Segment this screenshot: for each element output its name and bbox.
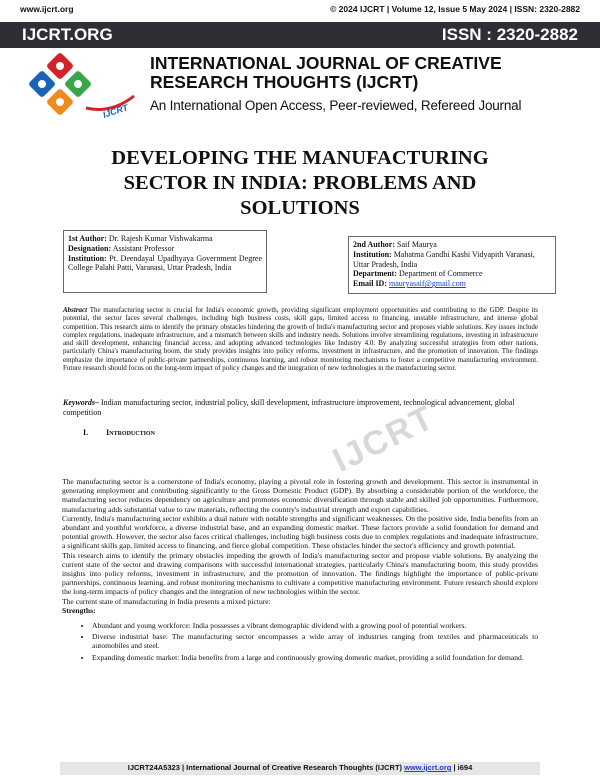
keywords — [63, 398, 538, 418]
designation-label: Designation: — [68, 243, 112, 253]
author1-institution: Pt. Deendayal Upadhyaya Government Degree College Palahi Patti, Varanasi, Uttar Pradesh, India — [68, 253, 263, 273]
author1-designation: Assistant Professor — [112, 243, 175, 253]
paper-title-line: DEVELOPING THE MANUFACTURING — [111, 147, 489, 169]
author2-department: Department of Commerce — [398, 269, 483, 279]
list-item: • Expanding domestic market: India benefits from a large and continuously growing domestic market, providing a solid foundation for demand. — [92, 653, 538, 662]
abstract-text: The manufacturing sector is crucial for India's economic growth, providing significant employment opportunities and contributing to the GDP. Despite its potential, the sector faces several challenges, including high business costs, skill gaps, limited access to financing, unstable infrastructure, and intense global competition. This research aims to identify the primary obstacles hindering the growth of India's manufacturing sector and proposes viable solutions. Key issues include complex regulations, inadequate infrastructure, and a mismatch between skills and industry needs. Solutions involve streamlining regulations, investing in infrastructure and skill development, enhancing financial access, and adopting advanced technologies like Industry 4.0. By analyzing successful strategies from other nations, particularly China's manufacturing boom, the study provides insights into policy reforms, investment in infrastructure, and the promotion of innovation. The findings emphasize the importance of public-private partnerships, continuous learning, and robust monitoring mechanisms to foster a competitive manufacturing environment. Future research should focus on the long-term impact of policy changes and the integration of new technologies in the manufacturing sector. — [63, 306, 539, 373]
email-label: Email ID: — [353, 279, 387, 289]
author2-label: 2nd Author: — [353, 240, 396, 249]
banner-site: IJCRT.ORG — [22, 25, 113, 44]
section-title: Introduction — [106, 428, 155, 437]
paper-title-line: SECTOR IN INDIA: PROBLEMS AND — [123, 172, 477, 194]
page-footer — [0, 760, 600, 776]
institution-label: Institution: — [68, 253, 107, 263]
running-header — [20, 4, 580, 18]
footer-text: IJCRT24A5323 | International Journal of Creative Research Thoughts (IJCRT) www.ijcrt.org | i694 — [127, 763, 473, 772]
section-heading — [83, 428, 155, 437]
author2-box — [348, 236, 556, 294]
site-url[interactable]: www.ijcrt.org — [20, 4, 74, 14]
watermark: IJCRT — [326, 398, 441, 480]
strengths-list — [62, 621, 538, 662]
abstract-label: Abstract — [63, 306, 88, 314]
journal-title — [150, 54, 590, 92]
banner-issn: ISSN : 2320-2882 — [441, 25, 578, 44]
footer-url-link[interactable]: www.ijcrt.org — [404, 763, 452, 772]
author2-institution: Mahatma Gandhi Kashi Vidyapith Varanasi, Uttar Pradesh, India — [353, 249, 535, 269]
strengths-label: Strengths: — [62, 605, 96, 615]
author2-name: Saif Maurya — [397, 240, 437, 249]
author1-name: Dr. Rajesh Kumar Vishwakarma — [108, 234, 213, 243]
author1-label: 1st Author: — [68, 234, 107, 243]
paper-title — [60, 146, 540, 221]
body-text — [62, 477, 538, 664]
journal-subtitle: An International Open Access, Peer-reviewed, Refereed Journal — [150, 98, 522, 113]
footer-journal: International Journal of Creative Research Thoughts (IJCRT) — [186, 763, 403, 772]
citation-info: © 2024 IJCRT | Volume 12, Issue 5 May 2024 | ISSN: 2320-2882 — [330, 4, 580, 14]
list-item: • Diverse industrial base: The manufacturing sector encompasses a wide array of industries ranging from textiles and pharmaceuticals to automobiles and steel. — [92, 632, 538, 650]
journal-title-line2: RESEARCH THOUGHTS (IJCRT) — [150, 72, 419, 92]
journal-banner — [0, 22, 600, 48]
paragraph: This research aims to identify the primary obstacles impeding the growth of India's manufacturing sector and propose viable solutions. By analyzing the current state of the sector and drawing comparisons with successful international strategies, particularly China's manufacturing boom, this study provides insights into policy reforms, investment in infrastructure, and the promotion of innovation. The findings highlight the importance of public-private partnerships, continuous learning, and robust monitoring mechanisms to cultivate a competitive manufacturing environment. Future research should explore the long-term impacts of policy changes and the integration of new technologies within the sector. — [62, 550, 538, 597]
section-number: I. — [83, 428, 89, 437]
ijcrt-logo — [16, 52, 136, 120]
footer-paper-id: IJCRT24A5323 — [127, 763, 180, 772]
paragraph: The current state of manufacturing in India presents a mixed picture: — [62, 596, 271, 606]
paragraph: Currently, India's manufacturing sector exhibits a dual nature with notable strengths and significant weaknesses. On the positive side, India benefits from an abundant and youthful workforce, a diverse industrial base, and an expanding domestic market. These factors provide a solid foundation for demand and potential growth. However, the sector also faces critical challenges, including high business costs due to complex regulations and inadequate infrastructure, a significant skills gap, limited access to financing, and fierce global competition. These obstacles hinder the sector's efficiency and growth potential. — [62, 513, 538, 551]
author1-box — [63, 230, 267, 293]
keywords-label: Keywords– — [63, 398, 99, 407]
department-label: Department: — [353, 269, 397, 279]
journal-title-line1: INTERNATIONAL JOURNAL OF CREATIVE — [150, 53, 502, 73]
paper-title-line: SOLUTIONS — [240, 197, 360, 219]
logo-text: IJCRT — [101, 102, 130, 120]
institution-label: Institution: — [353, 249, 392, 259]
abstract — [63, 306, 538, 372]
list-item: • Abundant and young workforce: India possesses a vibrant demographic dividend with a growing pool of potential workers. — [92, 621, 538, 630]
footer-page: i694 — [457, 763, 473, 772]
paragraph: The manufacturing sector is a cornerstone of India's economy, playing a pivotal role in fostering growth and development. This sector is instrumental in generating employment and contributing significantly to the Gross Domestic Product (GDP). By absorbing a considerable portion of the workforce, the manufacturing sector reduces dependency on agriculture and promotes economic diversification through stable and skilled job opportunities. Furthermore, manufacturing adds substantial value to raw materials, reflecting the country's industrial strength and export capabilities. — [62, 477, 538, 514]
keywords-text: Indian manufacturing sector, industrial policy, skill development, infrastructure improvement, technological advancement, global competition — [63, 398, 515, 417]
author2-email-link[interactable]: mauryasaif@gmail.com — [389, 279, 466, 289]
